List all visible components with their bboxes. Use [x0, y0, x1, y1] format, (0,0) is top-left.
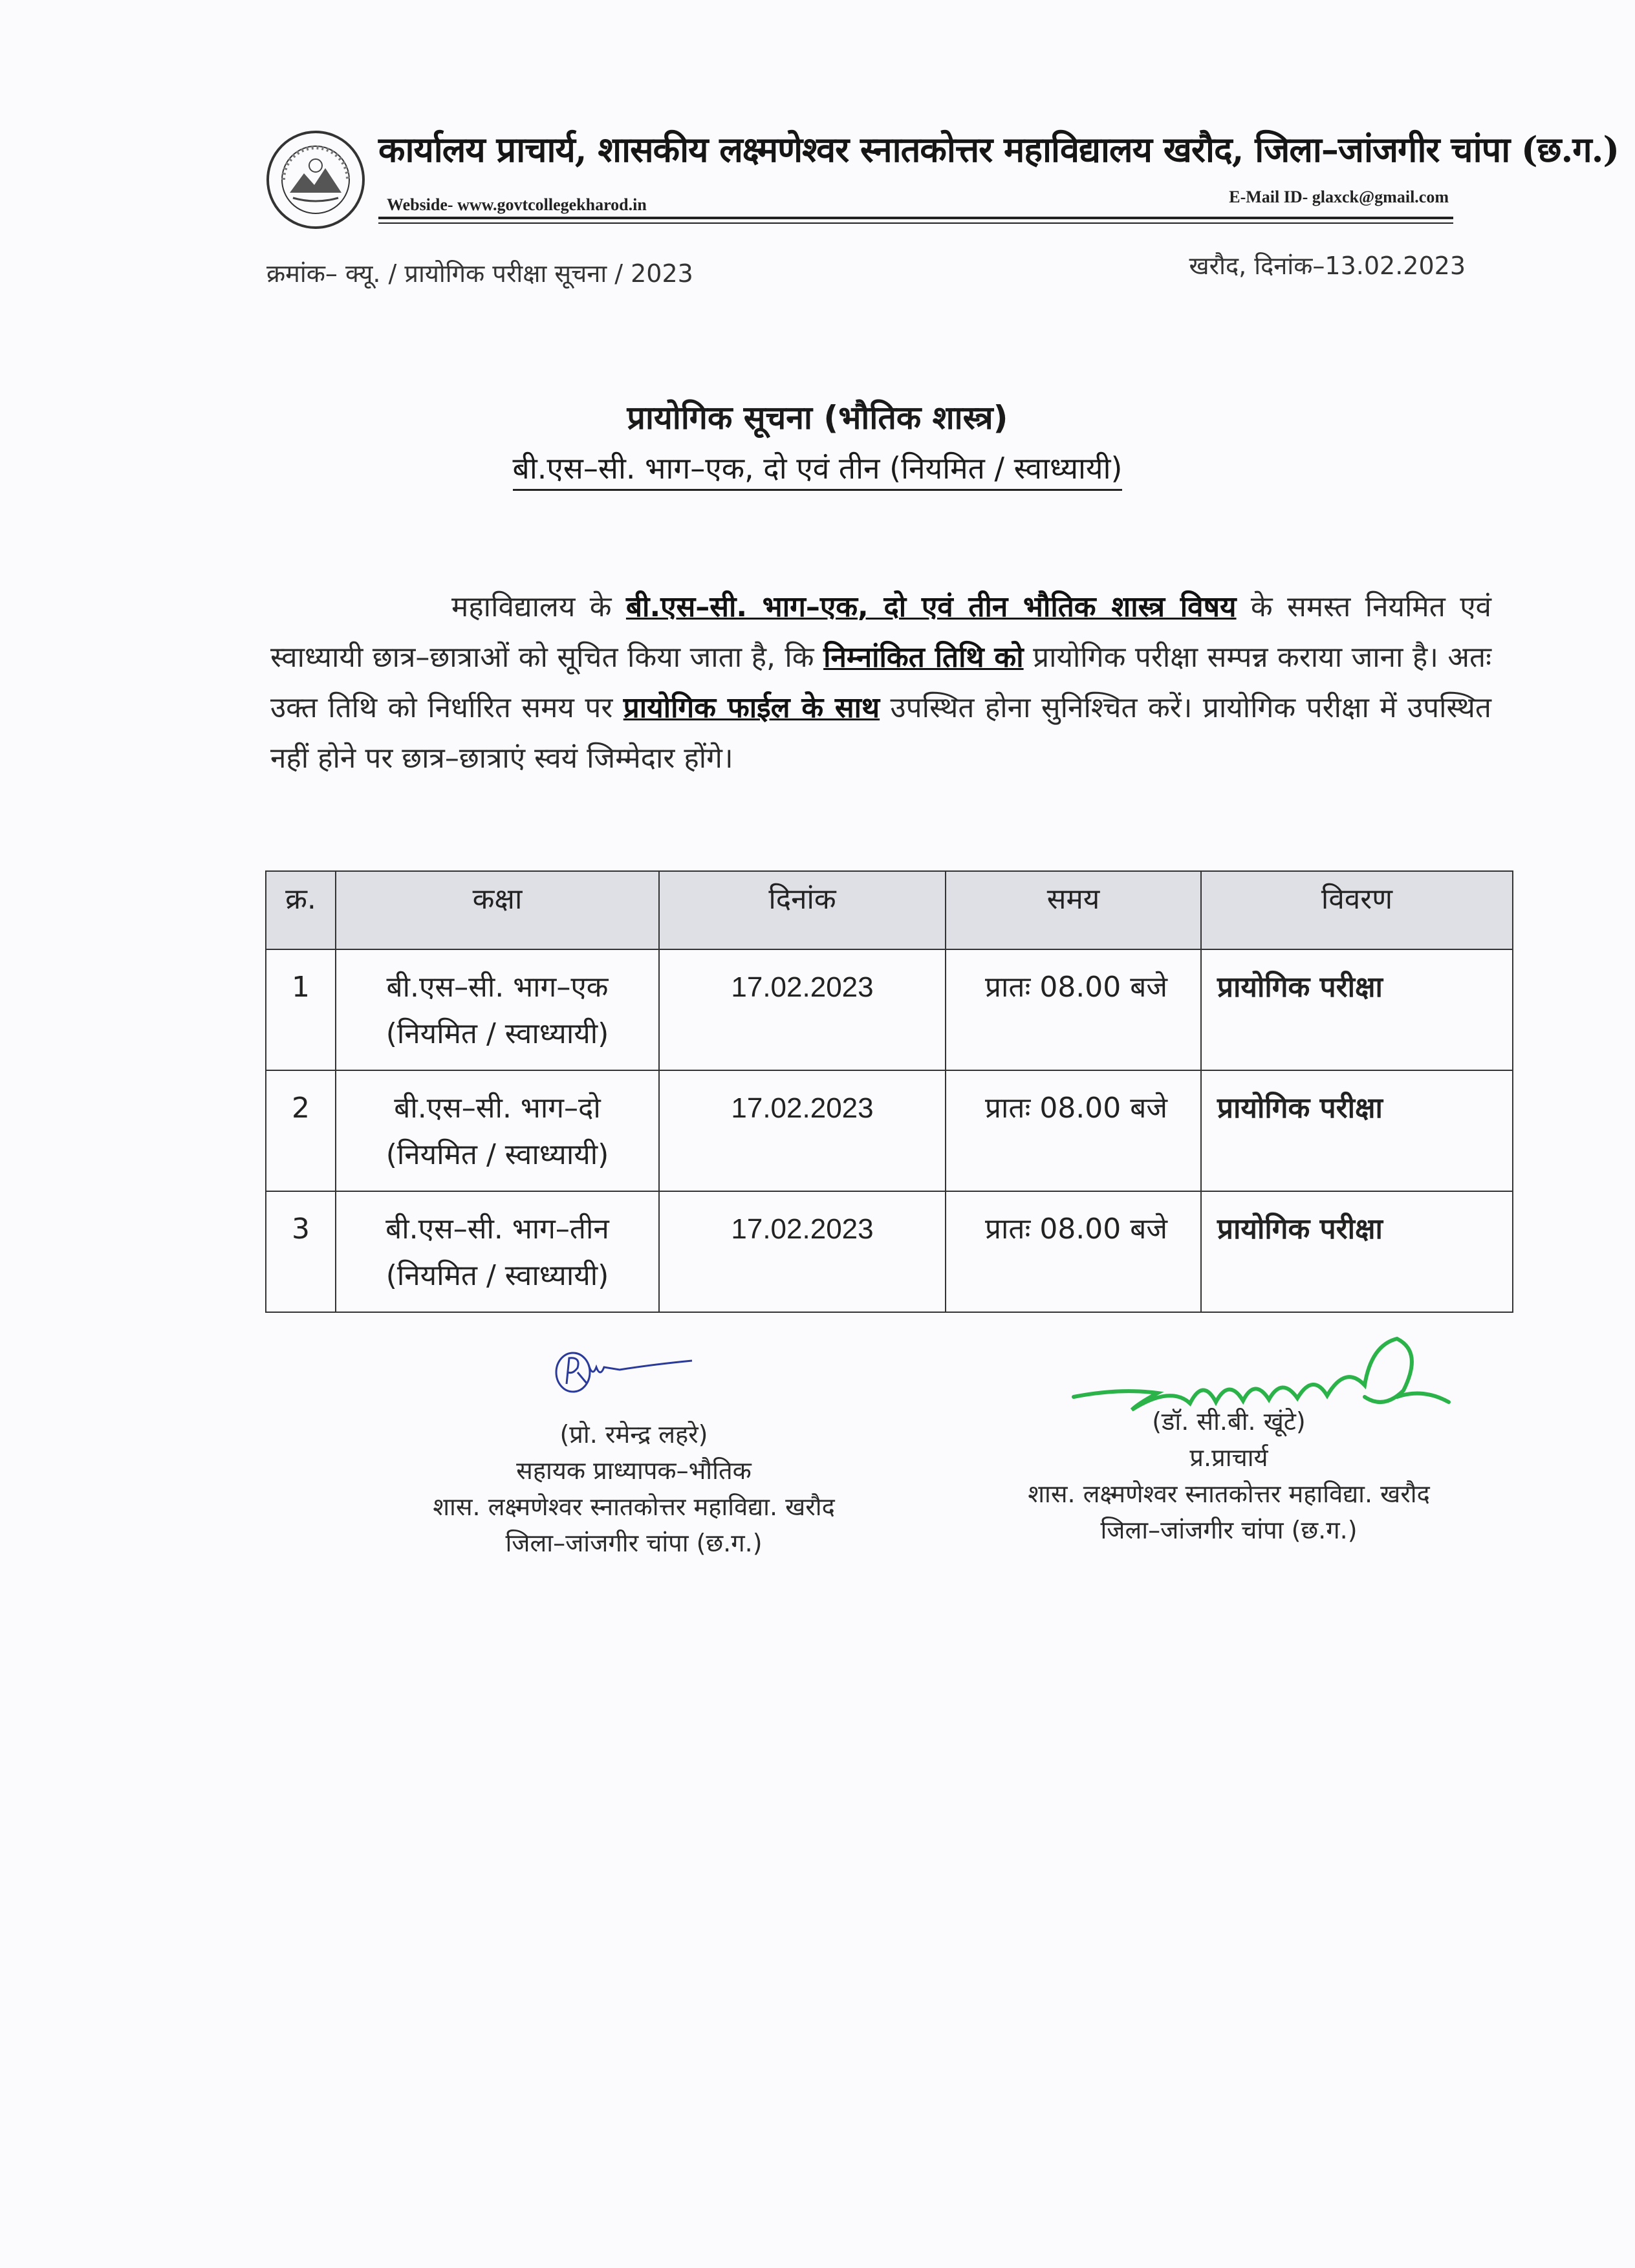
- notice-body: [270, 582, 1491, 784]
- notice-subtitle: बी.एस–सी. भाग–एक, दो एवं तीन (नियमित / स्वाध्यायी): [513, 448, 1123, 491]
- header-description: विवरण: [1201, 871, 1513, 949]
- class-name: बी.एस–सी. भाग–दो: [394, 1092, 601, 1125]
- signatory-name: (प्रो. रमेन्द्र लहरे): [559, 1420, 708, 1449]
- signatory-name: (डॉ. सी.बी. खूंटे): [1152, 1407, 1306, 1436]
- table-header-row: [266, 871, 1513, 949]
- signatory-institution: शास. लक्ष्मणेश्वर स्नातकोत्तर महाविद्या. खरौद: [1028, 1480, 1430, 1508]
- signatory-district: जिला–जांजगीर चांपा (छ.ग.): [505, 1529, 763, 1557]
- class-mode: (नियमित / स्वाध्यायी): [385, 1138, 609, 1171]
- header-date: दिनांक: [659, 871, 946, 949]
- header-serial: क्र.: [266, 871, 336, 949]
- notice-title: प्रायोगिक सूचना (भौतिक शास्त्र): [627, 399, 1008, 437]
- row-description: प्रायोगिक परीक्षा: [1201, 949, 1513, 1070]
- body-emphasis-1: बी.एस–सी. भाग–एक, दो एवं तीन भौतिक शास्त्र विषय: [625, 590, 1237, 623]
- reference-number: क्रमांक– क्यू. / प्रायोगिक परीक्षा सूचना / 2023: [266, 259, 693, 288]
- office-heading: कार्यालय प्राचार्य, शासकीय लक्ष्मणेश्वर स्नातकोत्तर महाविद्यालय खरौद, जिला–जांजगीर चांपा (छ.ग.): [378, 129, 1619, 170]
- row-date: 17.02.2023: [659, 1191, 946, 1312]
- header-class: कक्षा: [336, 871, 659, 949]
- row-class: [336, 1070, 659, 1191]
- row-date: 17.02.2023: [659, 949, 946, 1070]
- college-seal-logo: [264, 128, 367, 232]
- row-serial: 2: [266, 1070, 336, 1191]
- row-serial: 3: [266, 1191, 336, 1312]
- body-emphasis-2: निम्नांकित तिथि को: [823, 641, 1024, 674]
- letterhead-divider: [378, 217, 1453, 219]
- signatory-designation: सहायक प्राध्यापक–भौतिक: [516, 1456, 752, 1485]
- email-text: E-Mail ID- glaxck@gmail.com: [1229, 188, 1449, 206]
- notice-subtitle-wrap: [0, 448, 1635, 491]
- body-text-3: प्रायोगिक परीक्षा सम्पन्न कराया जाना है। अतः उक्त तिथि को निर्धारित समय पर: [270, 641, 1492, 724]
- class-name: बी.एस–सी. भाग–तीन: [385, 1213, 609, 1246]
- row-description: प्रायोगिक परीक्षा: [1201, 1191, 1513, 1312]
- right-signatory: [951, 1403, 1507, 1548]
- class-name: बी.एस–सी. भाग–एक: [386, 971, 609, 1004]
- body-text-2: के समस्त नियमित एवं स्वाध्यायी छात्र–छात्राओं को सूचित किया जाता है, कि: [270, 590, 1491, 674]
- row-class: [336, 1191, 659, 1312]
- row-time: प्रातः 08.00 बजे: [946, 949, 1201, 1070]
- row-date: 17.02.2023: [659, 1070, 946, 1191]
- issue-date: खरौद, दिनांक–13.02.2023: [1189, 252, 1466, 280]
- left-signature-mark: [542, 1339, 697, 1403]
- left-signatory: [349, 1416, 918, 1561]
- class-mode: (नियमित / स्वाध्यायी): [385, 1259, 609, 1292]
- table-row: [266, 1070, 1513, 1191]
- signatory-designation: प्र.प्राचार्य: [1189, 1443, 1268, 1472]
- row-serial: 1: [266, 949, 336, 1070]
- table-row: [266, 1191, 1513, 1312]
- signatory-district: जिला–जांजगीर चांपा (छ.ग.): [1100, 1516, 1358, 1544]
- body-text-1: महाविद्यालय के: [451, 590, 626, 623]
- table-row: [266, 949, 1513, 1070]
- header-time: समय: [946, 871, 1201, 949]
- website-text: Webside- www.govtcollegekharod.in: [387, 195, 647, 214]
- body-text-4: उपस्थित होना सुनिश्चित करें। प्रायोगिक परीक्षा में उपस्थित नहीं होने पर छात्र–छात्राएं स्वयं जिम्मेदार होंगे।: [270, 691, 1491, 775]
- row-description: प्रायोगिक परीक्षा: [1201, 1070, 1513, 1191]
- row-time: प्रातः 08.00 बजे: [946, 1191, 1201, 1312]
- row-time: प्रातः 08.00 बजे: [946, 1070, 1201, 1191]
- row-class: [336, 949, 659, 1070]
- class-mode: (नियमित / स्वाध्यायी): [385, 1017, 609, 1050]
- exam-schedule-table: [265, 870, 1513, 1313]
- body-emphasis-3: प्रायोगिक फाईल के साथ: [623, 691, 880, 724]
- letterhead-divider-thin: [378, 222, 1453, 224]
- signatory-institution: शास. लक्ष्मणेश्वर स्नातकोत्तर महाविद्या. खरौद: [433, 1493, 835, 1521]
